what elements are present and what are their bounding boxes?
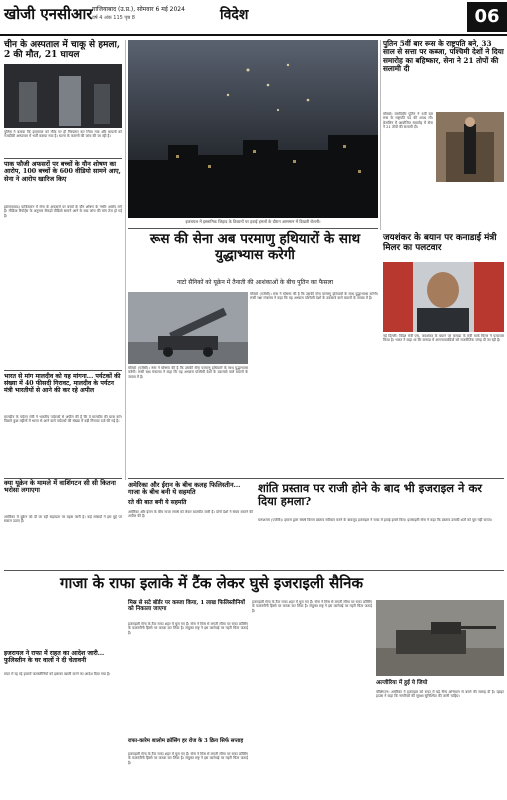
article-body: अमेरिका और ईरान के बीच गाजा संघर्ष को लेकर बातचीत जारी है। दोनों देशों ने संयम बरतने की अपील की है। (128, 510, 253, 519)
page-number: 06 (467, 2, 507, 32)
section-divider (128, 228, 378, 229)
jaishankar-photo (383, 262, 504, 332)
headline: क्या यूक्रेन के मामले में वाशिंगटन सी सी कितना भरोसा लगाएगा (4, 479, 116, 495)
portrait-photo (383, 262, 504, 332)
deck: नाटो सैनिकों को यूक्रेन में तैनाती की आशंकाओं के बीच पुतिन का फैसला (176, 279, 334, 286)
missile-launcher-photo (128, 292, 248, 364)
article-body: पुलिस ने बताया कि हमलावर को मौके पर ही गिरफ्तार कर लिया गया और घायलों को नजदीकी अस्पताल में भर्ती कराया गया है। घटना के कारणों की जांच की जा रही है। (4, 130, 122, 139)
headline: पुतिन 5वीं बार रूस के राष्ट्रपति बने, 33 साल से सत्ता पर कब्जा, पश्चिमी देशों ने दिया समारोह का बहिष्कार, सेना ने 21 तोपों की सलामी दी (383, 39, 504, 74)
photo-caption: इजरायल में इस्लामिक जिहाद के ठिकानों पर हवाई हमलों के दौरान आसमान में दिखती रोशनी। (185, 219, 321, 224)
column-divider (125, 40, 126, 230)
article-body-cont: मॉस्को (एजेंसी)। रूस ने घोषणा की है कि उसकी सेना परमाणु हथियारों के साथ युद्धाभ्यास करेगी। रूसी रक्षा मंत्रालय ने कहा कि यह अभ्यास पश्चिमी देशों के उकसावे वाले बयानों के जवाब में है। (128, 366, 248, 379)
article-body: नई दिल्ली। विदेश मंत्री एस. जयशंकर के बयान पर कनाडा के मंत्री मार्क मिलर ने पलटवार किया है। भारत ने कहा था कि कनाडा में अलगाववादियों को राजनीतिक जगह दी जा रही है। (383, 334, 504, 343)
ceremony-photo (436, 112, 504, 182)
missile-photo (128, 292, 248, 364)
edition-info: वर्ष 4 अंक 115 पृष्ठ 8 (92, 15, 135, 21)
headline: पाक फौजी अफसरों पर बच्चों के यौन शोषण का आरोप, 100 बच्चों के 600 वीडियो सामने आए, सेना ने आरोप खारिज किए (4, 160, 121, 183)
column-divider (125, 230, 126, 480)
subheadline: मिस्र से सटे बॉर्डर पर कब्जा किया, 1 लाख फिलिस्तीनियों को निकाला जाएगा (128, 600, 245, 613)
article-body-cont: इजराइली सेना के टैंक राफा शहर में घुस गए हैं। सेना ने मिस्र से लगती सीमा पर राफा क्रॉसिंग के फलस्तीनी हिस्से पर कब्जा कर लिया है। संयुक्त राष्ट्र ने इस कार्रवाई पर गहरी चिंता जताई है। (128, 752, 248, 765)
article-body: इस्लामाबाद। पाकिस्तान में सेना के अफसरों पर बच्चों के यौन शोषण के गंभीर आरोप लगे हैं। मीडिया रिपोर्ट्स के अनुसार सैकड़ों वीडियो सामने आने के बाद जांच की मांग तेज हो गई है। (4, 205, 122, 218)
article-body: अमेरिका में यूक्रेन को दी जा रही सहायता पर बहस जारी है। कई सांसदों ने इस मुद्दे पर सवाल उठाए हैं। (4, 515, 122, 524)
headline: शांति प्रस्ताव पर राजी होने के बाद भी इजराइल ने कर दिया हमला? (258, 481, 482, 509)
military-vehicle-photo (376, 600, 504, 676)
people-photo (4, 64, 122, 128)
section-divider (128, 478, 504, 479)
article-body-cont: इजराइली सेना के टैंक राफा शहर में घुस गए हैं। सेना ने मिस्र से लगती सीमा पर राफा क्रॉसिंग के फलस्तीनी हिस्से पर कब्जा कर लिया है। संयुक्त राष्ट्र ने इस कार्रवाई पर गहरी चिंता जताई है। (252, 600, 372, 613)
article-body: इजराइली सेना के टैंक राफा शहर में घुस गए हैं। सेना ने मिस्र से लगती सीमा पर राफा क्रॉसिंग के फलस्तीनी हिस्से पर कब्जा कर लिया है। संयुक्त राष्ट्र ने इस कार्रवाई पर गहरी चिंता जताई है। (128, 622, 248, 635)
column-divider (380, 40, 381, 230)
tank-photo (376, 600, 504, 676)
newspaper-logo: खोजी एनसीआर (4, 5, 93, 23)
putin-photo (436, 112, 504, 182)
headline: इजरायल ने राफा में राहत का आदेश जारी... फुलिस्तीन के घर वालों ने दी चेतावनी (4, 650, 105, 665)
headline: चीन के अस्पताल में चाकू से हमला, 2 की मौत, 21 घायल (4, 40, 120, 61)
night-sky-photo (128, 40, 378, 218)
masthead (0, 0, 507, 36)
deck: रते की बात बनी ये सहमति (128, 499, 187, 506)
article-body: राफा में रह रहे हजारों फलस्तीनियों को इलाका खाली करने का आदेश दिया गया है। (4, 672, 111, 676)
article-body: मॉस्को। व्लादिमीर पुतिन ने 5वीं बार रूस के राष्ट्रपति पद की शपथ ली। क्रेमलिन में आयोजित समारोह में सेना ने 21 तोपों की सलामी दी। (383, 112, 433, 130)
section-title: विदेश (220, 7, 249, 23)
headline: रूस की सेना अब परमाणु हथियारों के साथ युद्धाभ्यास करेगी (149, 231, 361, 263)
headline: भारत से मांग मालदीव को यह मांगना... पर्यटकों की संख्या में 40 फीसदी गिरावट, मालदीव के पर्यटन मंत्री भारतीयों से आने की कर रहे अपील (4, 373, 121, 395)
headline: गाजा के राफा इलाके में टैंक लेकर घुसे इजराइली सैनिक (60, 574, 363, 592)
article-body: यरूशलम (एजेंसी)। हमास द्वारा संघर्ष विराम प्रस्ताव स्वीकार करने के बावजूद इजराइल ने राफा में हवाई हमले किए। इजराइली सेना ने कहा कि प्रस्ताव उसकी शर्तों को पूरा नहीं करता। (258, 518, 493, 522)
photo (4, 64, 122, 128)
city-night-photo (128, 40, 378, 218)
headline: जयशंकर के बयान पर कनाडाई मंत्री मिलर का पलटवार (383, 233, 497, 254)
subheadline: अल्जीरिया में हुई ये जियो (376, 680, 428, 686)
section-divider (4, 158, 122, 159)
subheadline: राफा-कारेम शालोम क्रॉसिंग हर रोज के 3 क्रिय सिर्फ सप्ताह (128, 738, 244, 744)
section-divider (4, 370, 122, 371)
section-divider (4, 570, 504, 571)
article-body: मालदीव के पर्यटन मंत्री ने भारतीय पर्यटकों से अपील की है कि वे मालदीव की यात्रा करें। पिछले कुछ महीनों में भारत से आने वाले पर्यटकों की संख्या में बड़ी गिरावट दर्ज की गई है। (4, 415, 122, 424)
headline: अमेरिका और ईरान के बीच कलह फिलिस्तीन... गाजा के बीच बनी ये सहमति (128, 481, 241, 497)
article-body: मॉस्को (एजेंसी)। रूस ने घोषणा की है कि उसकी सेना परमाणु हथियारों के साथ युद्धाभ्यास करेगी। रूसी रक्षा मंत्रालय ने कहा कि यह अभ्यास पश्चिमी देशों के उकसावे वाले बयानों के जवाब में है। (250, 292, 378, 301)
edition-date: गाजियाबाद (उ.प्र.), सोमवार 6 मई 2024 (92, 6, 185, 13)
article-body: वॉशिंगटन। अमेरिका ने इजराइल को राफा में बड़े सैन्य अभियान से बचने की सलाह दी है। व्हाइट हाउस ने कहा कि नागरिकों की सुरक्षा सुनिश्चित की जानी चाहिए। (376, 690, 504, 699)
